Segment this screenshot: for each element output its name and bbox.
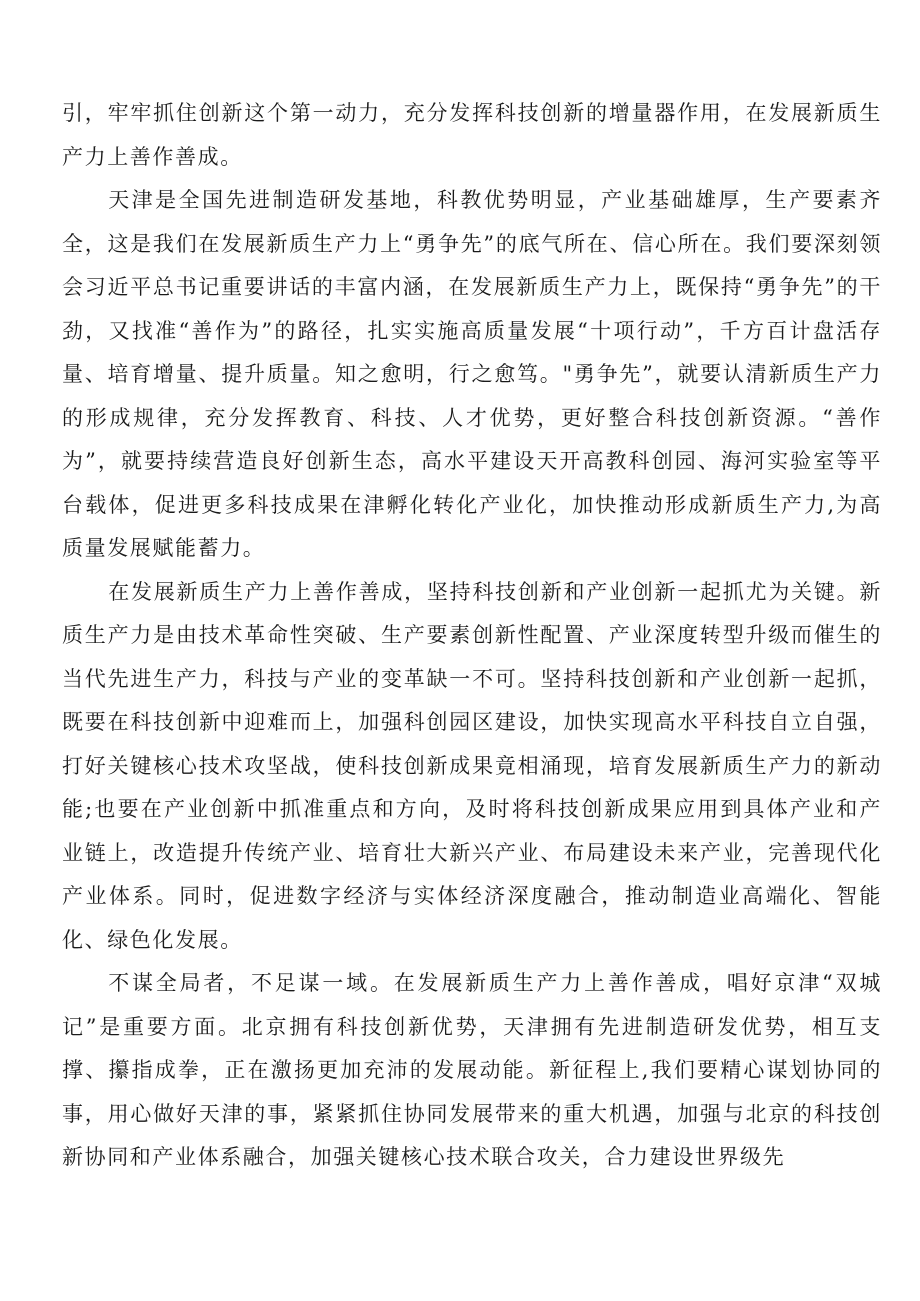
paragraph-3: 在发展新质生产力上善作善成，坚持科技创新和产业创新一起抓尤为关键。新质生产力是由技术革命性突破、生产要素创新性配置、产业深度转型升级而催生的当代先进生产力，科技与产业的变革缺一不可。坚持科技创新和产业创新一起抓，既要在科技创新中迎难而上，加强科创园区建设，加快实现高水平科技自立自强，打好关键核心技术攻坚战，使科技创新成果竟相涌现，培育发展新质生产力的新动能;也要在产业创新中抓准重点和方向，及时将科技创新成果应用到具体产业和产业链上，改造提升传统产业、培育壮大新兴产业、布局建设未来产业，完善现代化产业体系。同时，促进数字经济与实体经济深度融合，推动制造业高端化、智能化、绿色化发展。 [62,579,882,952]
paragraph-4: 不谋全局者，不足谋一域。在发展新质生产力上善作善成，唱好京津“双城记”是重要方面。北京拥有科技创新优势，天津拥有先进制造研发优势，相互支撑、攥指成拳，正在激扬更加充沛的发展动能。新征程上,我们要精心谋划协同的事，用心做好天津的事，紧紧抓住协同发展带来的重大机遇，加强与北京的科技创新协同和产业体系融合，加强关键核心技术联合攻关，合力建设世界级先 [62,971,882,1169]
paragraph-1: 引，牢牢抓住创新这个第一动力，充分发挥科技创新的增量器作用，在发展新质生产力上善作善成。 [62,101,882,169]
document-body [62,92,882,1180]
paragraph-2: 天津是全国先进制造研发基地，科教优势明显，产业基础雄厚，生产要素齐全，这是我们在发展新质生产力上“勇争先”的底气所在、信心所在。我们要深刻领会习近平总书记重要讲话的丰富内涵，在发展新质生产力上，既保持“勇争先”的干劲，又找准“善作为”的路径，扎实实施高质量发展“十项行动”，千方百计盘活存量、培育增量、提升质量。知之愈明，行之愈笃。"勇争先”，就要认清新质生产力的形成规律，充分发挥教育、科技、人才优势，更好整合科技创新资源。“善作为”，就要持续营造良好创新生态，高水平建设天开高教科创园、海河实验室等平台载体，促进更多科技成果在津孵化转化产业化，加快推动形成新质生产力,为高质量发展赋能蓄力。 [62,188,882,560]
